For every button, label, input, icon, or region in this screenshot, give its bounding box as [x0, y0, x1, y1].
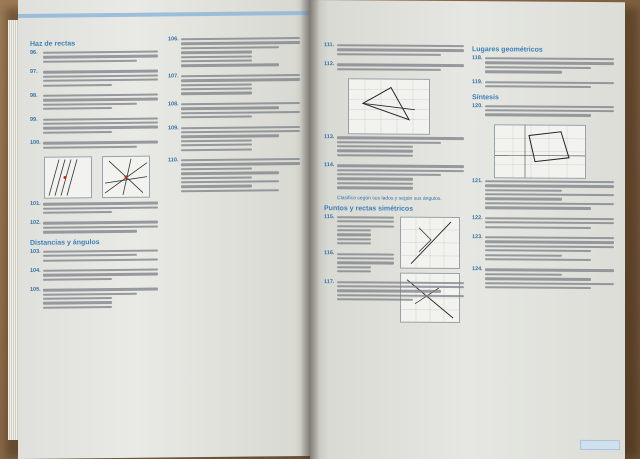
exercise: 111.	[324, 42, 464, 58]
exercise: 110.	[168, 156, 300, 195]
triangle-figure	[348, 78, 430, 135]
exercise: 120.	[472, 103, 614, 119]
exercise: 98.	[30, 91, 158, 112]
exercise: 123.	[472, 234, 614, 263]
parallelogram-figure	[494, 124, 586, 179]
exercise: 97.	[30, 68, 158, 89]
exercise: 108.	[168, 100, 300, 121]
section-heading-haz-de-rectas: Haz de rectas	[30, 40, 76, 48]
exercise: 104.	[30, 266, 158, 283]
exercise: 119.	[472, 79, 614, 91]
exercise: 121.	[472, 178, 614, 212]
exercise: 99.	[30, 115, 158, 136]
section-heading-sintesis: Síntesis	[472, 93, 499, 101]
book-spine	[300, 0, 320, 459]
exercise: 107.	[168, 72, 300, 97]
section-heading-distancias: Distancias y ángulos	[30, 238, 100, 247]
lines-figure-b	[102, 156, 150, 199]
left-column-2	[168, 35, 300, 427]
exercise: 109.	[168, 124, 300, 154]
figure-slot	[30, 154, 158, 201]
right-column-2	[472, 43, 614, 431]
right-page	[310, 0, 625, 459]
symmetry-figures	[394, 214, 464, 279]
section-heading-puntos-simetricos: Puntos y rectas simétricos	[324, 204, 414, 213]
exercise: 103.	[30, 247, 158, 264]
figure-slot	[324, 76, 464, 135]
left-page-top-band	[18, 11, 310, 18]
exercise: 116.	[324, 251, 394, 276]
exercise: 112.	[324, 61, 464, 73]
page-stack-edge	[8, 20, 18, 440]
page-corner-tab	[580, 440, 620, 450]
exercise: 124.	[472, 266, 614, 291]
symmetry-figure-1	[400, 216, 460, 268]
lines-figure-a	[44, 156, 92, 199]
exercise: 100.	[30, 139, 158, 151]
exercise: 101.	[30, 200, 158, 217]
right-column-1	[324, 42, 464, 430]
symmetry-figure-2	[400, 272, 460, 322]
left-column-1	[30, 37, 158, 429]
exercise: 106.	[168, 35, 300, 69]
exercise: 96.	[30, 49, 158, 66]
section-heading-lugares: Lugares geométricos	[472, 46, 543, 54]
exercise: 118.	[472, 55, 614, 76]
exercise: 105.	[30, 286, 158, 311]
figure-slot	[472, 122, 614, 179]
exercise: 102.	[30, 219, 158, 236]
exercise: 122.	[472, 215, 614, 231]
exercise: 115.	[324, 214, 394, 247]
symmetry-block	[324, 214, 464, 280]
classify-instruction: Clasifica según sus lados y según sus ángulos.	[337, 194, 442, 202]
symmetry-text	[324, 214, 394, 279]
exercise: 113.	[324, 134, 464, 159]
exercise: 114.	[324, 162, 464, 191]
left-page	[18, 0, 310, 459]
exercise: 117.	[324, 279, 464, 304]
